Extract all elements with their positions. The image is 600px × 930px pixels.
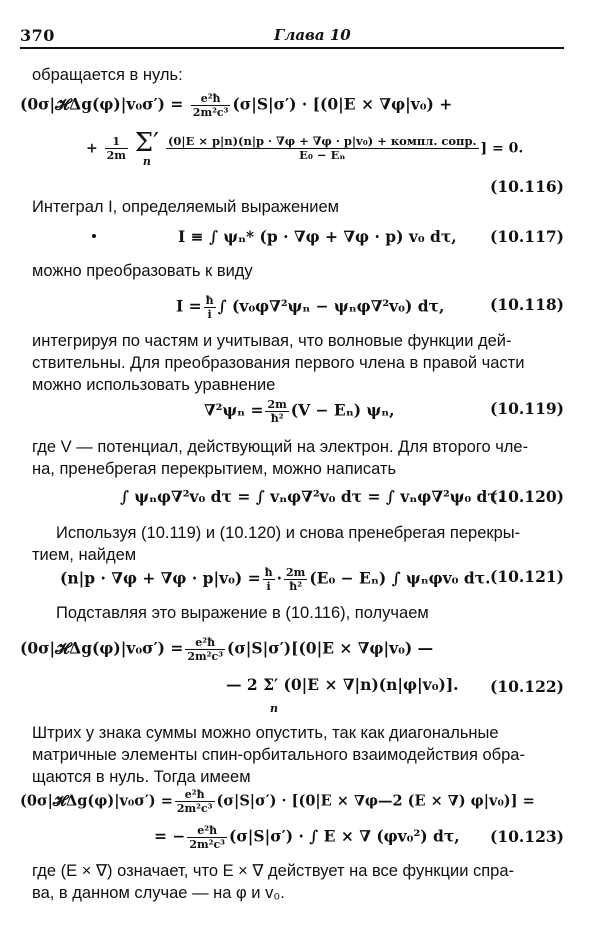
- equation-number: (10.117): [490, 227, 564, 246]
- equation-10-121: (n|p · ∇φ + ∇φ · p|v₀) = $\frac{ħ}{i}$ · $\frac{2m}{\text{ħ²}}$ (E₀ − Eₙ) ∫ ψₙφv₀ dτ.: [60, 566, 491, 593]
- equation-10-116-line-1: [20, 92, 452, 119]
- page-number: 370: [20, 26, 55, 45]
- fraction: $\frac{1}{2m}$: [106, 135, 126, 162]
- paragraph-4-line-3: можно использовать уравнение: [32, 376, 276, 394]
- equation-10-118: I = $\frac{ħ}{i}$ ∫ (v₀φ∇²ψₙ − ψₙφ∇²v₀) dτ,: [176, 294, 445, 321]
- paragraph-3: можно преобразовать к виду: [32, 262, 253, 280]
- equation-10-123-line-2: = − $\frac{\text{e²ħ}}{\text{2m²c³}}$ (σ|S|σ′) · ∫ E × ∇ (φv₀²) dτ,: [154, 824, 460, 851]
- sum-symbol: Σ′ n: [134, 128, 160, 168]
- paragraph-2: Интеграл I, определяемый выражением: [32, 198, 339, 216]
- equation-number: (10.116): [490, 177, 564, 196]
- equation-10-117: I ≡ ∫ ψₙ* (p · ∇φ + ∇φ · p) v₀ dτ,: [178, 227, 457, 246]
- equation-10-116-line-2: [86, 130, 523, 167]
- equation-10-119: ∇²ψₙ = $\frac{2m}{\text{ħ²}}$ (V − Eₙ) ψₙ,: [204, 398, 395, 425]
- equation-number: (10.118): [490, 295, 564, 314]
- paragraph-8-line-2: матричные элементы спин-орбитального взаимодействия обра-: [32, 746, 525, 764]
- equation-number: (10.120): [490, 487, 564, 506]
- eq-end: ] = 0.: [480, 140, 524, 157]
- eq-rhs: (σ|S|σ′) · [(0|E × ∇φ|v₀) +: [232, 94, 453, 114]
- equation-10-120: ∫ ψₙφ∇²v₀ dτ = ∫ vₙφ∇²v₀ dτ = ∫ vₙφ∇²ψ₀ dτ.: [120, 487, 504, 506]
- equation-number: (10.121): [490, 567, 564, 586]
- sum-index: n: [270, 702, 278, 715]
- paragraph-4-line-1: интегрируя по частям и учитывая, что волновые функции дей-: [32, 332, 512, 350]
- paragraph-5-line-2: на, пренебрегая перекрытием, можно написать: [32, 460, 397, 478]
- eq-lhs: (0σ|𝓗Δg(φ)|v₀σ′) =: [20, 94, 189, 114]
- chapter-title: Глава 10: [274, 26, 351, 44]
- equation-10-122-line-2: — 2 Σ′ (0|E × ∇|n)(n|φ|v₀)].: [226, 675, 459, 694]
- paragraph-1: обращается в нуль:: [32, 66, 183, 84]
- fraction-large: $\frac{\text{(0|E × p|n)(n|p · ∇φ + ∇φ · p|v₀) + компл. сопр.}}{\text{E₀ − Eₙ}}$: [167, 134, 477, 162]
- equation-10-123-line-1: (0σ|𝓗Δg(φ)|v₀σ′) = $\frac{\text{e²ħ}}{\text{2m²c³}}$ (σ|S|σ′) · [(0|E × ∇φ—2 (E × ∇) φ|v₀)] =: [20, 788, 535, 815]
- fraction: $\frac{\text{e²ħ}}{\text{2m²c³}}$: [192, 92, 229, 119]
- equation-number: (10.123): [490, 827, 564, 846]
- paragraph-7: Подставляя это выражение в (10.116), получаем: [56, 604, 429, 622]
- paragraph-8-line-3: щаются в нуль. Тогда имеем: [32, 768, 251, 786]
- stray-dot: [92, 234, 96, 238]
- header-rule: [20, 47, 564, 49]
- paragraph-8-line-1: Штрих у знака суммы можно опустить, так как диагональные: [32, 724, 499, 742]
- paragraph-4-line-2: ствительны. Для преобразования первого члена в правой части: [32, 354, 525, 372]
- plus-sign: +: [86, 140, 98, 157]
- paragraph-5-line-1: где V — потенциал, действующий на электрон. Для второго чле-: [32, 438, 529, 456]
- equation-number: (10.122): [490, 677, 564, 696]
- paragraph-6-line-2: тием, найдем: [32, 546, 137, 564]
- paragraph-6-line-1: Используя (10.119) и (10.120) и снова пренебрегая перекры-: [56, 524, 521, 542]
- paragraph-9-line-2: ва, в данном случае — на φ и v₀.: [32, 884, 285, 902]
- equation-number: (10.119): [490, 399, 564, 418]
- paragraph-9-line-1: где (E × ∇) означает, что E × ∇ действует на все функции спра-: [32, 862, 515, 880]
- equation-10-122-line-1: (0σ|𝓗Δg(φ)|v₀σ′) = $\frac{\text{e²ħ}}{\text{2m²c³}}$ (σ|S|σ′)[(0|E × ∇φ|v₀) —: [20, 636, 434, 663]
